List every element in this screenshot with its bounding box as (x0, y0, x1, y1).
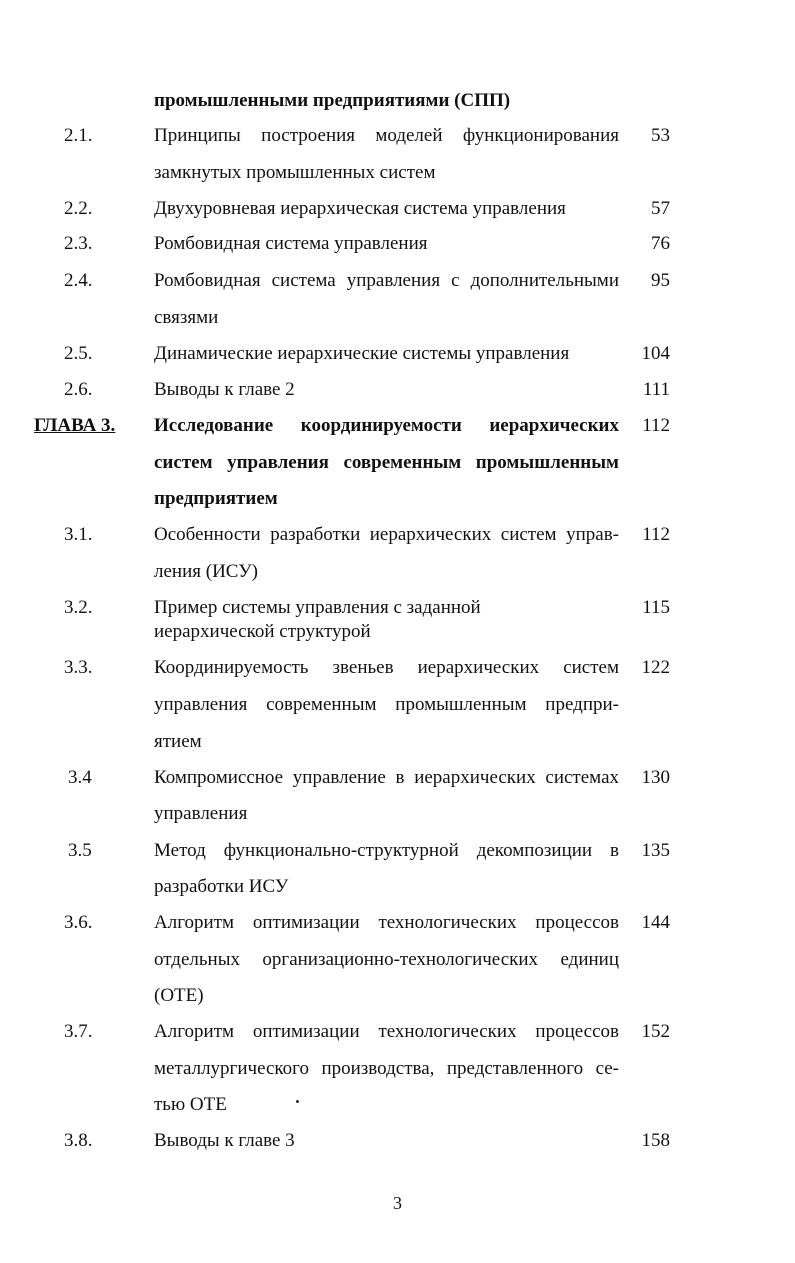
page-number: 3 (393, 1193, 402, 1213)
toc-entry-title: Принципы построения моделей функционирования (154, 125, 619, 146)
toc-entry-page: 135 (641, 840, 670, 861)
toc-entry-title: Выводы к главе 3 (154, 1130, 295, 1151)
toc-entry-number: 3.7. (64, 1021, 93, 1042)
toc-entry-page: 104 (641, 343, 670, 364)
toc-entry-number: 2.5. (64, 343, 93, 364)
toc-entry-number: 3.2. (64, 597, 93, 618)
toc-entry-title: Алгоритм оптимизации технологических процессов (154, 912, 619, 933)
toc-entry-title: связями (154, 307, 219, 328)
toc-chapter-label: ГЛАВА 3. (34, 415, 116, 436)
toc-entry-page: 130 (641, 767, 670, 788)
toc-entry-page: 53 (651, 125, 670, 146)
toc-entry-number: 2.3. (64, 233, 93, 254)
toc-entry-number: 2.1. (64, 125, 93, 146)
toc-entry-title: Пример системы управления с заданной (154, 597, 481, 618)
toc-entry-title: ятием (154, 731, 202, 752)
toc-entry-title: управления современным промышленным предпри- (154, 694, 619, 715)
toc-entry-page: 112 (642, 524, 670, 545)
toc-entry-number: 3.4 (68, 767, 92, 788)
toc-entry-title: металлургического производства, представленного се- (154, 1058, 619, 1079)
toc-entry-title: Координируемость звеньев иерархических систем (154, 657, 619, 678)
toc-chapter-title: систем управления современным промышленным (154, 452, 619, 473)
toc-entry-page: 158 (641, 1130, 670, 1151)
toc-entry-title: ления (ИСУ) (154, 561, 258, 582)
toc-entry-title: разработки ИСУ (154, 876, 289, 897)
toc-entry-title: иерархической структурой (154, 621, 371, 642)
toc-entry-title: Особенности разработки иерархических систем управ- (154, 524, 619, 545)
toc-entry-number: 3.3. (64, 657, 93, 678)
toc-entry-page: 144 (641, 912, 670, 933)
toc-entry-title: Алгоритм оптимизации технологических процессов (154, 1021, 619, 1042)
toc-entry-page: 95 (651, 270, 670, 291)
toc-entry-page: 115 (642, 597, 670, 618)
toc-entry-page: 76 (651, 233, 670, 254)
toc-entry-number: 3.5 (68, 840, 92, 861)
stray-dot (296, 1100, 299, 1103)
toc-entry-number: 2.2. (64, 198, 93, 219)
toc-entry-title: замкнутых промышленных систем (154, 162, 436, 183)
toc-entry-title: Ромбовидная система управления с дополнительными (154, 270, 619, 291)
toc-entry-number: 3.6. (64, 912, 93, 933)
toc-entry-title: Выводы к главе 2 (154, 379, 295, 400)
toc-entry-page: 57 (651, 198, 670, 219)
toc-chapter-title: предприятием (154, 488, 278, 509)
toc-entry-title: Двухуровневая иерархическая система управления (154, 198, 566, 219)
toc-entry-title: (ОТЕ) (154, 985, 204, 1006)
toc-entry-title: тью ОТЕ (154, 1094, 227, 1115)
toc-chapter-title: Исследование координируемости иерархических (154, 415, 619, 436)
toc-entry-page: 122 (641, 657, 670, 678)
toc-entry-number: 3.8. (64, 1130, 93, 1151)
toc-entry-number: 2.4. (64, 270, 93, 291)
toc-entry-title: Метод функционально-структурной декомпозиции в (154, 840, 619, 861)
toc-entry-title: Ромбовидная система управления (154, 233, 428, 254)
toc-entry-number: 2.6. (64, 379, 93, 400)
toc-entry-page: 111 (642, 379, 670, 400)
toc-entry-number: 3.1. (64, 524, 93, 545)
toc-entry-page: 112 (642, 415, 670, 436)
toc-entry-title: Компромиссное управление в иерархических системах (154, 767, 619, 788)
toc-entry-page: 152 (641, 1021, 670, 1042)
toc-entry-title: отдельных организационно-технологических единиц (154, 949, 619, 970)
toc-continuation-line: промышленными предприятиями (СПП) (154, 90, 511, 111)
toc-entry-title: Динамические иерархические системы управления (154, 343, 570, 364)
toc-entry-title: управления (154, 803, 248, 824)
